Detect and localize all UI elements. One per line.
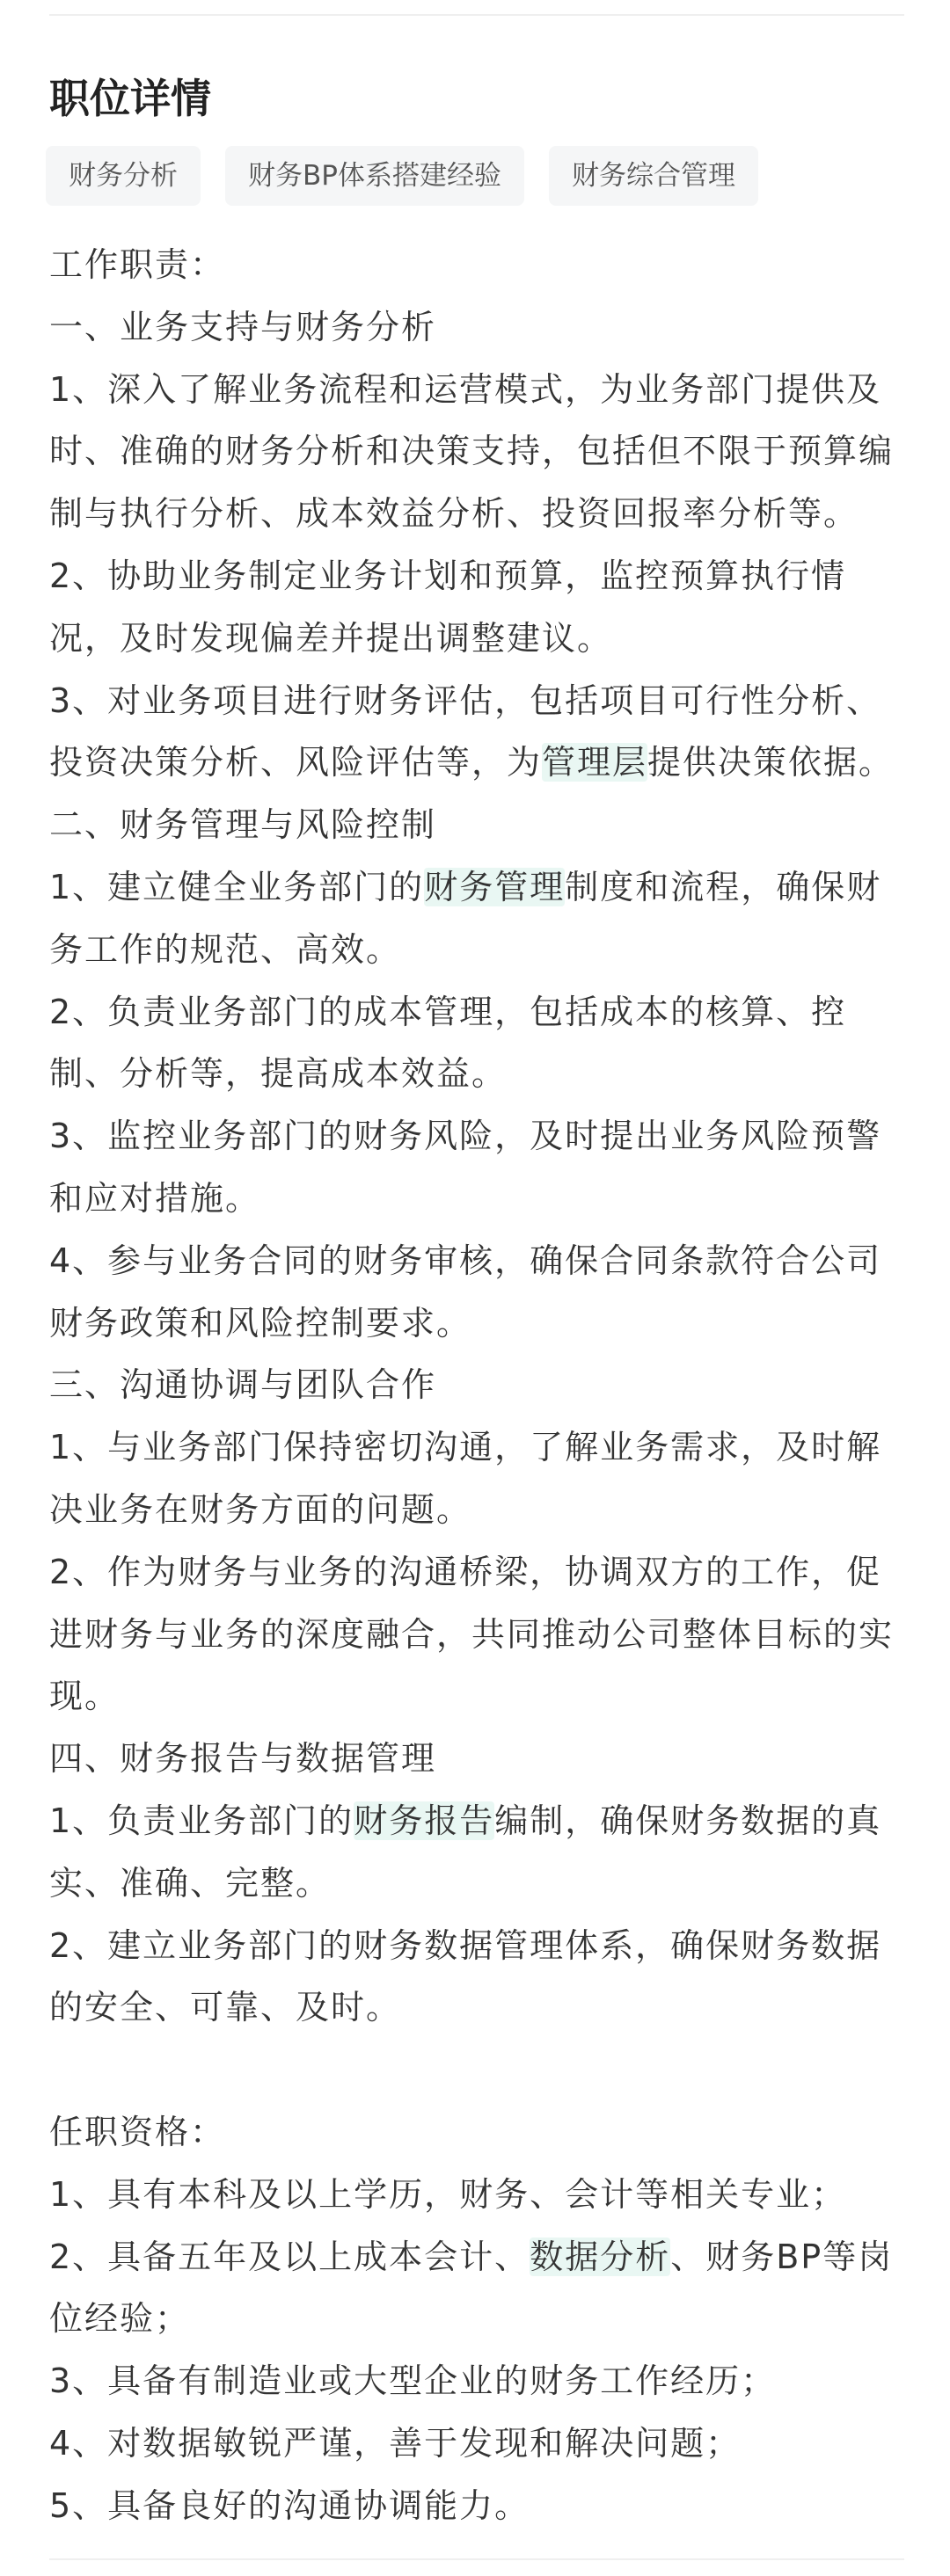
- description-line: 2、建立业务部门的财务数据管理体系，确保财务数据: [49, 1925, 882, 1965]
- skill-tag[interactable]: 财务分析: [46, 146, 201, 206]
- description-line: 制与执行分析、成本效益分析、投资回报率分析等。: [49, 494, 859, 534]
- description-text: 提供决策依据。: [647, 743, 895, 782]
- description-line: [49, 856, 911, 919]
- description-line: 3、对业务项目进行财务评估，包括项目可行性分析、: [49, 680, 882, 720]
- description-line: 3、监控业务部门的财务风险，及时提出业务风险预警: [49, 1117, 882, 1156]
- description-line: 3、具备有制造业或大型企业的财务工作经历；: [49, 2361, 777, 2401]
- job-description: [49, 234, 911, 2536]
- description-line: 4、参与业务合同的财务审核，确保合同条款符合公司: [49, 1241, 882, 1280]
- description-line: 四、财务报告与数据管理: [49, 1739, 437, 1779]
- description-line: 位经验；: [49, 2299, 191, 2339]
- description-line: 2、作为财务与业务的沟通桥梁，协调双方的工作，促: [49, 1552, 882, 1591]
- description-line: 现。: [49, 1677, 121, 1716]
- skill-tag[interactable]: 财务综合管理: [549, 146, 758, 206]
- description-line: 二、财务管理与风险控制: [49, 805, 437, 845]
- description-line: [49, 1790, 911, 1852]
- keyword-highlight[interactable]: 财务管理: [424, 867, 566, 906]
- description-line: 一、业务支持与财务分析: [49, 307, 437, 346]
- description-line: 制、分析等，提高成本效益。: [49, 1054, 508, 1094]
- description-line: 决业务在财务方面的问题。: [49, 1489, 472, 1529]
- description-line: 财务政策和风险控制要求。: [49, 1303, 472, 1343]
- description-text: 2、具备五年及以上成本会计、: [49, 2237, 530, 2276]
- description-text: 编制，确保财务数据的真: [494, 1801, 882, 1840]
- top-divider: [49, 14, 904, 16]
- description-line: 1、具有本科及以上学历，财务、会计等相关专业；: [49, 2174, 847, 2214]
- skill-tag[interactable]: 财务BP体系搭建经验: [225, 146, 524, 206]
- description-line: 2、协助业务制定业务计划和预算，监控预算执行情: [49, 556, 847, 595]
- keyword-highlight[interactable]: 数据分析: [530, 2237, 671, 2276]
- description-text: 1、建立健全业务部门的: [49, 867, 425, 906]
- description-line: [49, 2039, 911, 2101]
- description-line: 4、对数据敏锐严谨，善于发现和解决问题；: [49, 2423, 742, 2463]
- description-line: 况，及时发现偏差并提出调整建议。: [49, 618, 613, 658]
- description-line: 实、准确、完整。: [49, 1863, 332, 1903]
- description-line: 时、准确的财务分析和决策支持，包括但不限于预算编: [49, 432, 895, 471]
- description-line: 任职资格：: [49, 2112, 226, 2151]
- description-line: 的安全、可靠、及时。: [49, 1988, 402, 2027]
- bottom-divider: [49, 2558, 904, 2560]
- description-line: 2、负责业务部门的成本管理，包括成本的核算、控: [49, 992, 847, 1031]
- description-line: 5、具备良好的沟通协调能力。: [49, 2485, 530, 2525]
- description-text: 制度和流程，确保财: [565, 867, 882, 906]
- section-title: 职位详情: [49, 75, 211, 122]
- description-text: 、财务BP等岗: [670, 2237, 894, 2276]
- description-line: 和应对措施。: [49, 1178, 261, 1218]
- keyword-highlight[interactable]: 财务报告: [354, 1801, 495, 1840]
- description-text: 投资决策分析、风险评估等，为: [49, 743, 543, 782]
- description-text: 1、负责业务部门的: [49, 1801, 354, 1840]
- description-line: 进财务与业务的深度融合，共同推动公司整体目标的实: [49, 1614, 895, 1654]
- description-line: [49, 731, 911, 794]
- description-line: [49, 2226, 911, 2289]
- description-line: 务工作的规范、高效。: [49, 929, 402, 969]
- description-line: 1、与业务部门保持密切沟通，了解业务需求，及时解: [49, 1428, 882, 1467]
- keyword-highlight[interactable]: 管理层: [542, 743, 648, 782]
- skill-tags: [46, 146, 758, 206]
- description-line: 三、沟通协调与团队合作: [49, 1365, 437, 1405]
- description-line: 1、深入了解业务流程和运营模式，为业务部门提供及: [49, 369, 882, 409]
- description-line: 工作职责：: [49, 245, 226, 284]
